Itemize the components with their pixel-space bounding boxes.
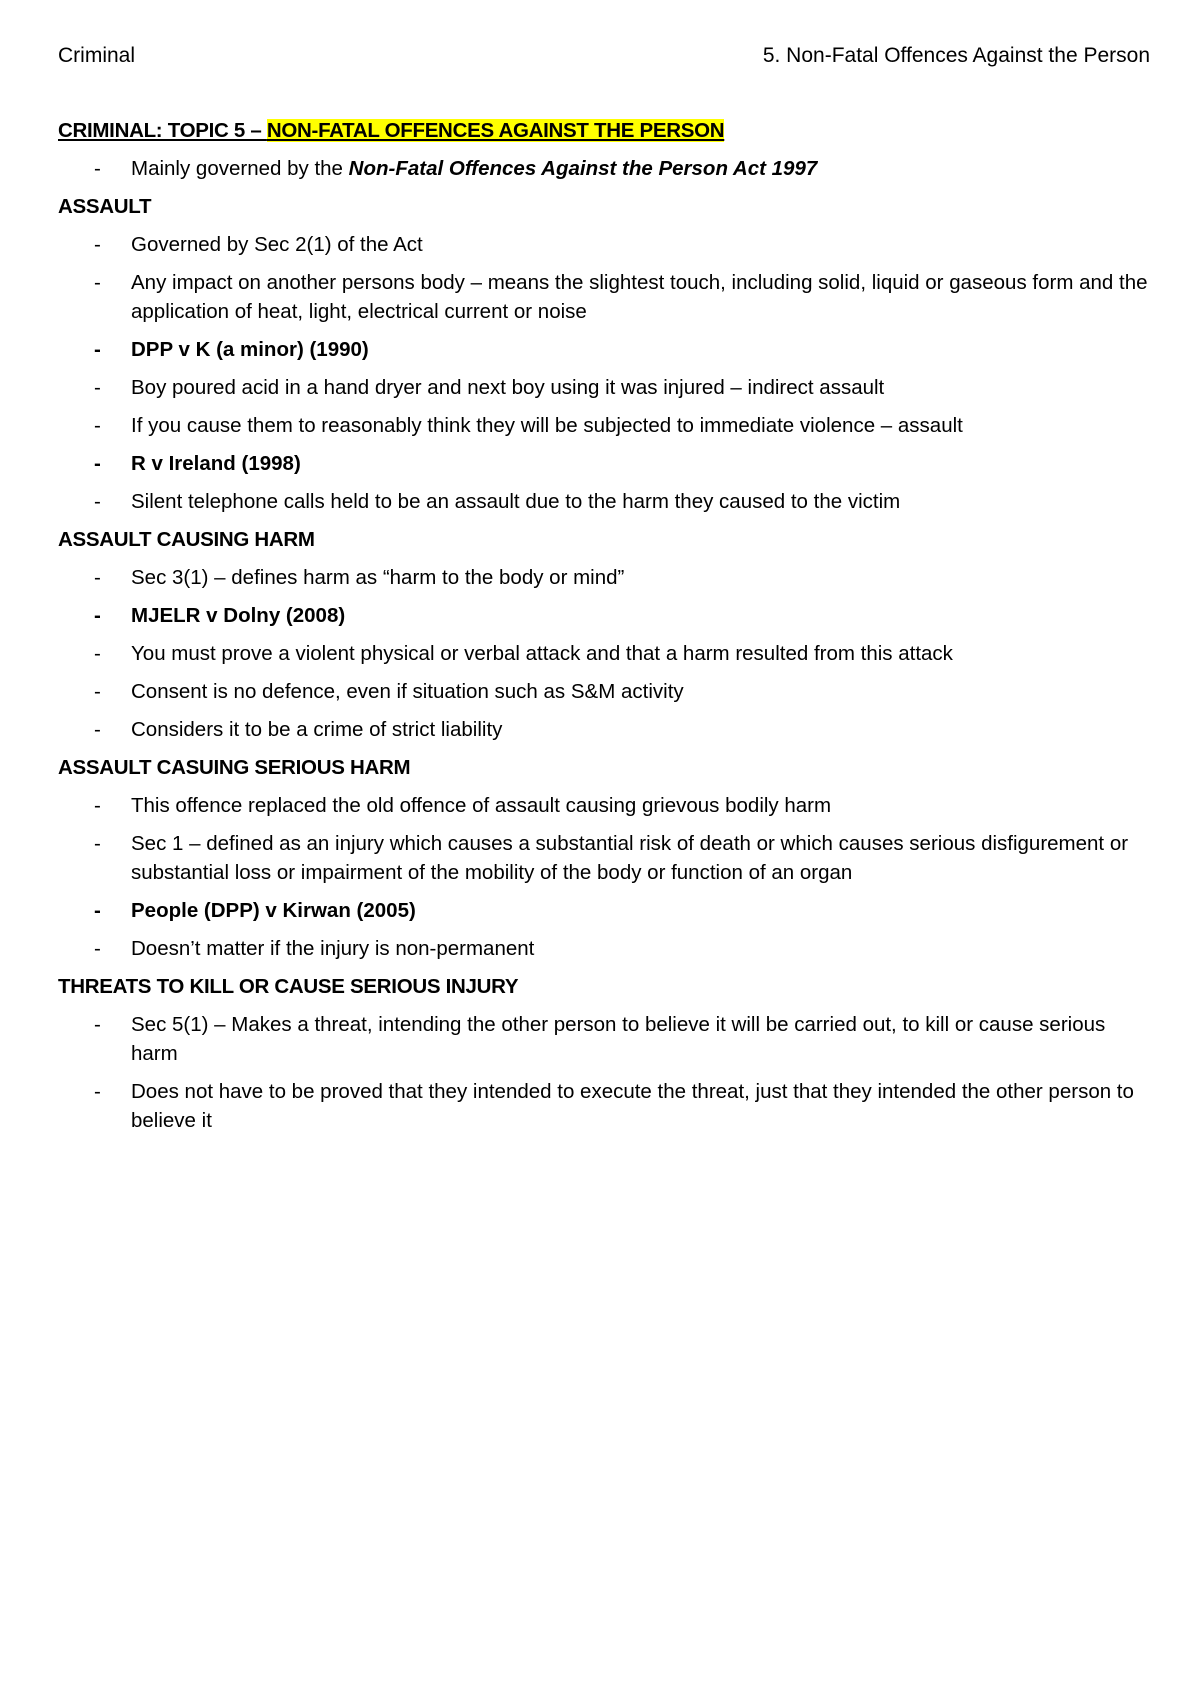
list-item-text: Doesn’t matter if the injury is non-permanent — [131, 937, 535, 960]
list-item-text: Sec 5(1) – Makes a threat, intending the other person to believe it will be carried out, to kill or cause serious harm — [131, 1013, 1106, 1065]
list-item — [58, 829, 1148, 887]
list-item-text: MJELR v Dolny (2008) — [131, 604, 346, 627]
dash-marker: - — [94, 899, 101, 922]
list-item-text: If you cause them to reasonably think they will be subjected to immediate violence – assault — [131, 414, 963, 437]
list-item — [58, 1077, 1148, 1135]
intro-item — [58, 154, 1148, 183]
dash-marker: - — [94, 1013, 101, 1036]
title-highlighted: NON-FATAL OFFENCES AGAINST THE PERSON — [266, 119, 725, 142]
sections-container — [58, 192, 1148, 1135]
act-name: Non-Fatal Offences Against the Person Act 1997 — [348, 157, 818, 180]
list-item — [58, 230, 1148, 259]
list-item-text: Sec 1 – defined as an injury which causes a substantial risk of death or which causes serious disfigurement or substantial loss or impairment of the mobility of the body or function of an organ — [131, 832, 1129, 884]
list-item — [58, 563, 1148, 592]
list-item-text: Boy poured acid in a hand dryer and next boy using it was injured – indirect assault — [131, 376, 885, 399]
header-right-text: 5. Non-Fatal Offences Against the Person — [762, 44, 1150, 67]
intro-list — [58, 154, 1148, 183]
dash-marker: - — [94, 338, 101, 361]
case-citation-item — [58, 896, 1148, 925]
list-item — [58, 373, 1148, 402]
dash-marker: - — [94, 680, 101, 703]
list-item-text: Consent is no defence, even if situation such as S&M activity — [131, 680, 684, 703]
list-item — [58, 1010, 1148, 1068]
dash-marker: - — [94, 642, 101, 665]
intro-text: Mainly governed by the — [131, 157, 349, 180]
dash-marker: - — [94, 566, 101, 589]
list-item-text: Considers it to be a crime of strict liability — [131, 718, 503, 741]
section-list — [58, 230, 1148, 516]
dash-marker: - — [94, 937, 101, 960]
page-header — [58, 44, 1150, 72]
dash-marker: - — [94, 376, 101, 399]
section-list — [58, 791, 1148, 963]
section-heading: THREATS TO KILL OR CAUSE SERIOUS INJURY — [58, 975, 519, 998]
list-item-text: People (DPP) v Kirwan (2005) — [131, 899, 416, 922]
dash-marker: - — [94, 604, 101, 627]
case-citation-item — [58, 601, 1148, 630]
section-list — [58, 1010, 1148, 1135]
section-heading: ASSAULT CASUING SERIOUS HARM — [58, 756, 411, 779]
document-title — [58, 116, 1148, 145]
dash-marker: - — [94, 1080, 101, 1103]
dash-marker: - — [94, 794, 101, 817]
list-item-text: This offence replaced the old offence of assault causing grievous bodily harm — [131, 794, 832, 817]
list-item-text: R v Ireland (1998) — [131, 452, 301, 475]
section-heading: ASSAULT — [58, 195, 152, 218]
title-prefix: CRIMINAL: TOPIC 5 – — [58, 119, 267, 142]
list-item-text: Silent telephone calls held to be an assault due to the harm they caused to the victim — [131, 490, 901, 513]
dash-marker: - — [94, 452, 101, 475]
dash-marker: - — [94, 490, 101, 513]
section-heading: ASSAULT CAUSING HARM — [58, 528, 315, 551]
list-item-text: You must prove a violent physical or verbal attack and that a harm resulted from this attack — [131, 642, 953, 665]
dash-marker: - — [94, 233, 101, 256]
dash-marker: - — [94, 414, 101, 437]
list-item-text: Sec 3(1) – defines harm as “harm to the body or mind” — [131, 566, 625, 589]
list-item — [58, 639, 1148, 668]
dash-marker: - — [94, 157, 101, 180]
list-item — [58, 934, 1148, 963]
dash-marker: - — [94, 271, 101, 294]
list-item — [58, 487, 1148, 516]
section-list — [58, 563, 1148, 744]
list-item-text: Does not have to be proved that they intended to execute the threat, just that they intended the other person to believe it — [131, 1080, 1134, 1132]
list-item — [58, 411, 1148, 440]
list-item-text: Any impact on another persons body – means the slightest touch, including solid, liquid or gaseous form and the application of heat, light, electrical current or noise — [131, 271, 1148, 323]
list-item-text: Governed by Sec 2(1) of the Act — [131, 233, 423, 256]
list-item-text: DPP v K (a minor) (1990) — [131, 338, 369, 361]
case-citation-item — [58, 449, 1148, 478]
list-item — [58, 715, 1148, 744]
document-body — [58, 116, 1148, 1144]
list-item — [58, 268, 1148, 326]
case-citation-item — [58, 335, 1148, 364]
list-item — [58, 791, 1148, 820]
dash-marker: - — [94, 832, 101, 855]
list-item — [58, 677, 1148, 706]
header-left-text: Criminal — [58, 44, 136, 67]
dash-marker: - — [94, 718, 101, 741]
